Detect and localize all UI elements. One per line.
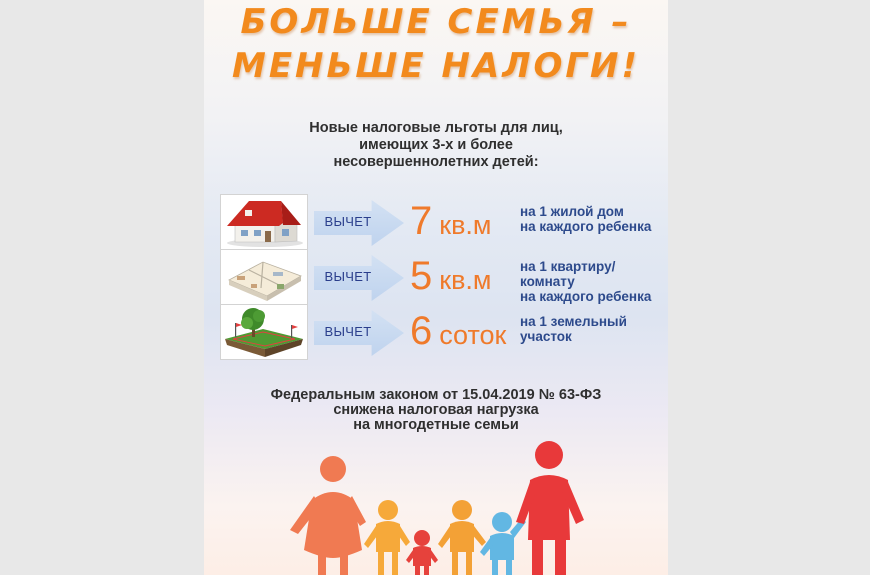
description-line: участок [520, 329, 572, 344]
deduction-label: ВЫЧЕТ [324, 269, 372, 284]
poster [204, 0, 668, 575]
house-icon [220, 194, 308, 250]
benefit-row-house [220, 194, 668, 250]
deduction-amount [410, 308, 506, 358]
intro-text [204, 120, 668, 171]
intro-line: несовершеннолетних детей: [333, 154, 539, 170]
deduction-amount [410, 253, 491, 303]
title-line-2: МЕНЬШЕ НАЛОГИ! [231, 46, 641, 86]
deduction-amount [410, 198, 491, 248]
title-line-1: БОЛЬШЕ СЕМЬЯ – [240, 2, 632, 42]
toddler-figure [406, 530, 438, 575]
description-line: на 1 жилой дом [520, 204, 624, 219]
intro-line: Новые налоговые льготы для лиц, [309, 120, 563, 136]
amount-unit: кв.м [439, 210, 492, 240]
deduction-description [520, 314, 627, 344]
deduction-description [520, 204, 651, 234]
law-line: на многодетные семьи [353, 417, 519, 433]
description-line: на 1 земельный [520, 314, 627, 329]
deduction-description [520, 259, 651, 304]
amount-unit: кв.м [439, 265, 492, 295]
law-line: снижена налоговая нагрузка [333, 402, 539, 418]
description-line: на каждого ребенка [520, 219, 652, 234]
description-line: на 1 квартиру/ [520, 259, 616, 274]
law-line: Федеральным законом от 15.04.2019 № 63-ФЗ [270, 387, 602, 403]
apartment-plan-icon [220, 249, 308, 305]
amount-number: 5 [410, 254, 433, 298]
amount-unit: соток [439, 320, 507, 350]
description-line: на каждого ребенка [520, 289, 652, 304]
benefit-row-apartment [220, 249, 668, 305]
amount-number: 7 [410, 199, 433, 243]
family-illustration [204, 430, 668, 575]
deduction-label: ВЫЧЕТ [324, 214, 372, 229]
land-plot-icon [220, 304, 308, 360]
description-line: комнату [520, 274, 575, 289]
child-figure [438, 500, 486, 575]
father-figure [516, 441, 584, 575]
law-text [204, 388, 668, 433]
amount-number: 6 [410, 309, 433, 353]
child-figure [364, 500, 410, 575]
deduction-label: ВЫЧЕТ [324, 324, 372, 339]
mother-figure [290, 456, 366, 575]
intro-line: имеющих 3-х и более [359, 137, 513, 153]
benefit-row-land [220, 304, 668, 360]
